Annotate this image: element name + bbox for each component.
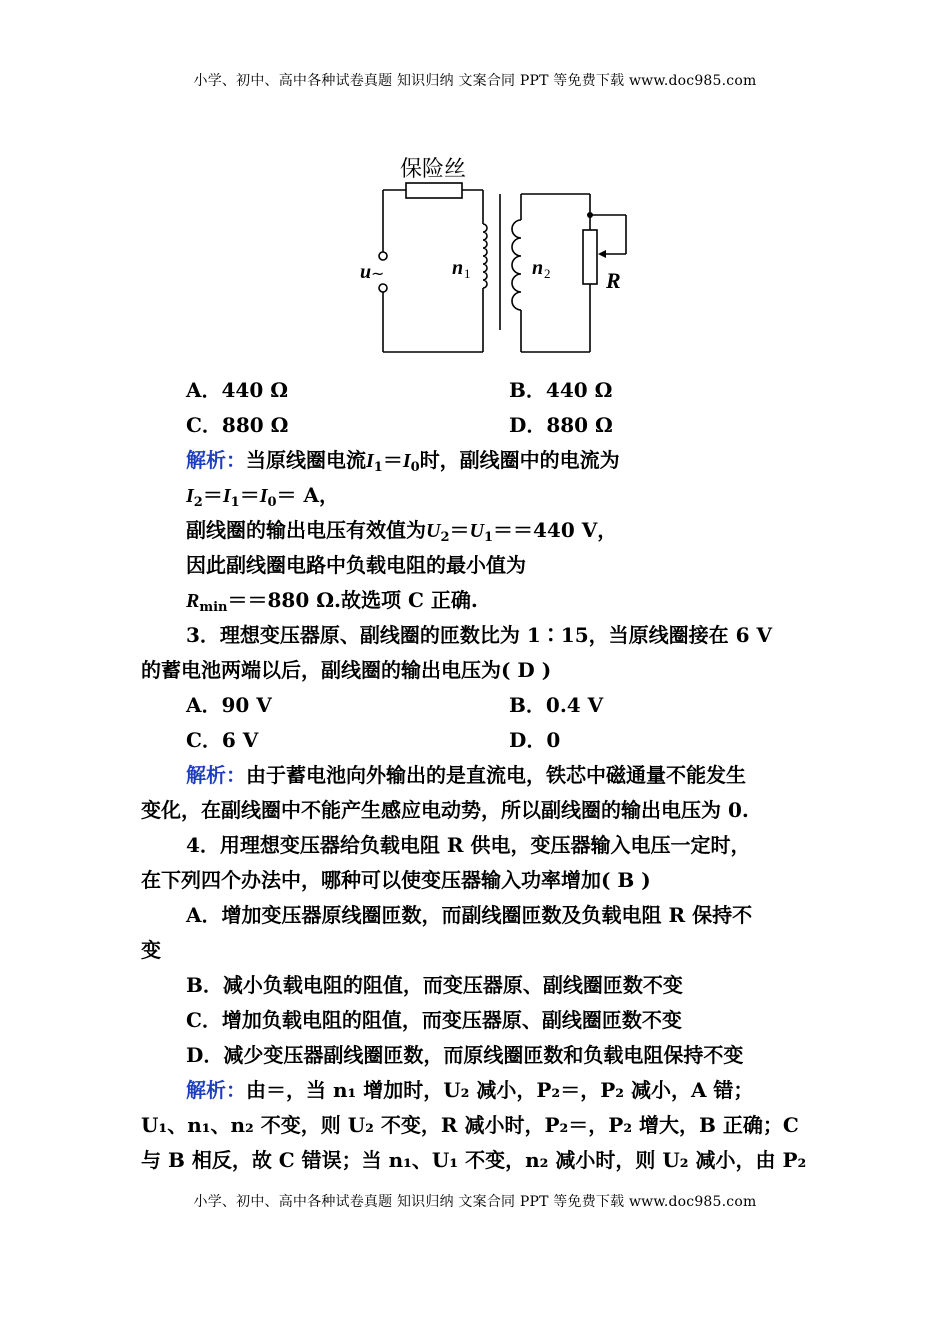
q4-option-b: B．减小负载电阻的阻值，而变压器原、副线圈匝数不变	[186, 973, 683, 997]
source-label: u	[360, 261, 372, 283]
q4-analysis-line-2: U₁、n₁、n₂ 不变，则 U₂ 不变，R 减小时，P₂＝，P₂ 增大，B 正确；C	[141, 1113, 799, 1137]
n2-subscript: 2	[544, 266, 551, 281]
q2-analysis-line-5: $R_{min}==880$ Ω.故选项 C 正确.	[186, 588, 478, 615]
q2-analysis-line-3: 副线圈的输出电压有效值为$U_2=U_1==440$ V，	[186, 518, 618, 545]
q3-analysis-line-2: 变化，在副线圈中不能产生感应电动势，所以副线圈的输出电压为 0.	[141, 798, 749, 822]
q4-stem-line-2: 在下列四个办法中，哪种可以使变压器输入功率增加( B )	[141, 868, 651, 892]
fuse-label: 保险丝	[400, 157, 467, 182]
resistor-label: R	[606, 268, 621, 293]
q4-option-a-line-1: A．增加变压器原线圈匝数，而副线圈匝数及负载电阻 R 保持不	[186, 903, 753, 927]
q2-option-b: B．440 Ω	[509, 378, 613, 402]
q3-stem-line-2: 的蓄电池两端以后，副线圈的输出电压为( D )	[141, 658, 552, 682]
q4-option-d: D．减少变压器副线圈匝数，而原线圈匝数和负载电阻保持不变	[186, 1043, 744, 1067]
q3-option-a: A．90 V	[186, 693, 272, 717]
n2-label: n	[532, 257, 544, 279]
analysis-label: 解析：	[186, 1078, 246, 1102]
q3-option-c: C．6 V	[186, 728, 259, 752]
page-footer: 小学、初中、高中各种试卷真题 知识归纳 文案合同 PPT 等免费下载 www.doc985.com	[193, 1194, 757, 1210]
analysis-label: 解析：	[186, 448, 246, 472]
q4-option-c: C．增加负载电阻的阻值，而变压器原、副线圈匝数不变	[186, 1008, 682, 1032]
transformer-circuit-diagram	[352, 150, 642, 360]
q2-option-d: D．880 Ω	[509, 413, 613, 437]
q3-stem-line-1: 3．理想变压器原、副线圈的匝数比为 1∶15，当原线圈接在 6 V	[186, 623, 772, 647]
ac-symbol: ~	[371, 264, 385, 283]
analysis-label: 解析：	[186, 763, 246, 787]
q4-analysis-line-3: 与 B 相反，故 C 错误；当 n₁、U₁ 不变，n₂ 减小时，则 U₂ 减小，由 P₂	[141, 1148, 807, 1172]
q4-analysis-line-1: 解析：由＝，当 n₁ 增加时，U₂ 减小，P₂＝，P₂ 减小，A 错；	[186, 1078, 754, 1102]
q2-analysis-line-4: 因此副线圈电路中负载电阻的最小值为	[186, 553, 526, 577]
q4-stem-line-1: 4．用理想变压器给负载电阻 R 供电，变压器输入电压一定时，	[186, 833, 751, 857]
q3-option-b: B．0.4 V	[509, 693, 604, 717]
page-header: 小学、初中、高中各种试卷真题 知识归纳 文案合同 PPT 等免费下载 www.doc985.com	[193, 73, 757, 89]
q3-analysis-line-1: 解析：由于蓄电池向外输出的是直流电，铁芯中磁通量不能发生	[186, 763, 746, 787]
n1-subscript: 1	[464, 266, 471, 281]
q3-option-d: D．0	[509, 728, 561, 752]
q2-analysis-line-1: 解析：当原线圈电流$I_1=I_0$时，副线圈中的电流为	[186, 448, 620, 475]
n1-label: n	[452, 257, 464, 279]
q2-option-a: A．440 Ω	[186, 378, 289, 402]
q2-option-c: C．880 Ω	[186, 413, 289, 437]
q2-analysis-line-2: $I_2=I_1=I_0= A$，	[186, 483, 340, 510]
q4-option-a-line-2: 变	[141, 938, 161, 962]
